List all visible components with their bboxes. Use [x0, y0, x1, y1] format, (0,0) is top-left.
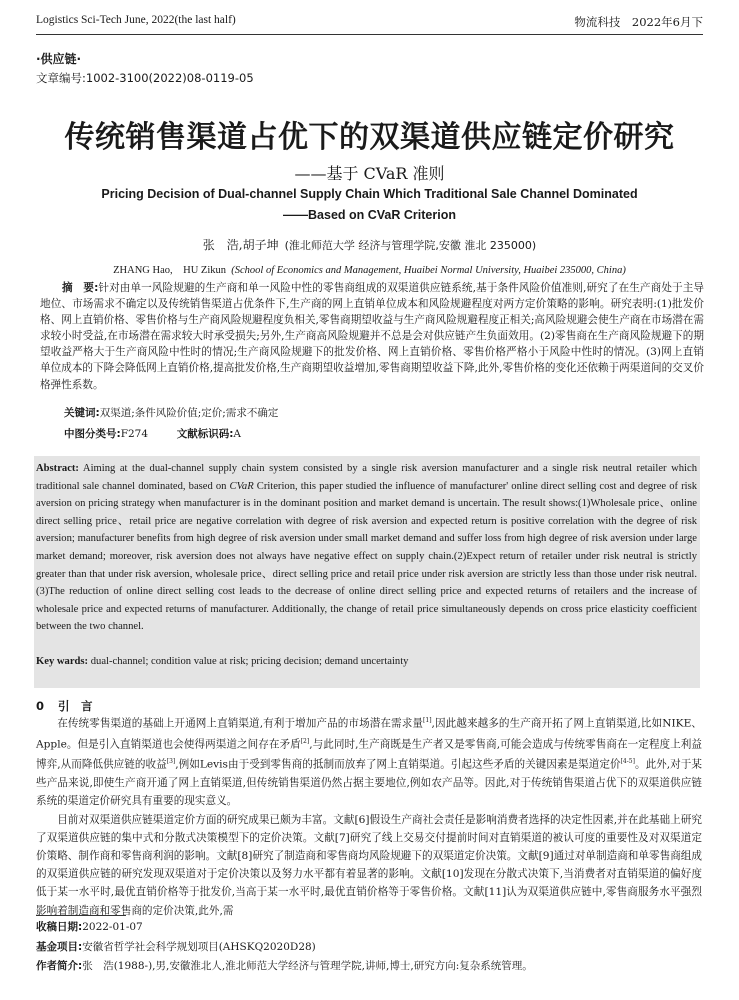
keywords-cn-text: 双渠道;条件风险价值;定价;需求不确定 [99, 407, 279, 419]
abstract-cn-label: 摘 要: [62, 282, 99, 294]
fund-label: 基金项目: [36, 940, 83, 953]
abstract-en-text-1: Aiming at the dual-channel supply chain system consisted by a single risk aversion manufacturer and a single risk neutral retailer which traditional sale channel dominated, based on [36, 463, 697, 492]
abstract-cn-text: 针对由单一风险规避的生产商和单一风险中性的零售商组成的双渠道供应链系统,基于条件风险价值准则,研究了在生产商处于主导地位、市场需求不确定以及传统销售渠道占优条件下,生产商的网上直销单位成本和风险规避程度对两方定价策略的影响。研究表明:(1)批发价格、网上直销价格、零售价格与生产商风险规避程度负相关,零售商期望收益与生产商风险规避程度正相关;高风险规避会使生产商在市场潜在需求较小时受益,在市场潜在需求较大时承受损失;另外,生产商高风险规避并不总是会对供应链产生负面效用。(2)零售商在生产商风险规避下的期望收益严格大于生产商风险中性时的情况;生产商风险规避下的批发价格、网上直销价格、零售价格严格小于风险中性时的情况。(3)网上直销单位成本的下降会降低网上直销价格,提高批发价格,生产商期望收益增加,零售商期望收益下降,此外,零售价格的变化还依赖于两渠道间的交叉价格弹性系数。 [40, 282, 704, 391]
abstract-cn [40, 280, 704, 393]
received-value: 2022-01-07 [82, 921, 143, 933]
paper-title-en-line2: ——Based on CVaR Criterion [283, 208, 456, 222]
keywords-cn-label: 关键词: [64, 407, 100, 419]
footnote-fund [36, 938, 533, 958]
body-p1-c: ,与此同时,生产商既是生产者又是零售商,可能会造成与传统零售商在一定程度上利益博弈,从而降低供应链的收益 [36, 738, 702, 771]
keywords-en-label: Key wards: [36, 656, 89, 667]
paper-subtitle-cn: ——基于 CVaR 准则 [294, 164, 445, 183]
keywords-cn [64, 405, 278, 420]
journal-header-cn: 物流科技 2022年6月下 [574, 15, 703, 29]
abstract-en-label: Abstract: [36, 463, 79, 474]
article-number-label: 文章编号: [36, 71, 86, 85]
paper-title-cn: 传统销售渠道占优下的双渠道供应链定价研究 [64, 120, 675, 155]
body-text [36, 712, 702, 920]
body-p1-e: 。此外,对于某些产品来说,即使生产商开通了网上直销渠道,但传统销售渠道仍然占据主要地位,例如农产品等。因此,对于传统销售渠道占优下的双渠道供应链系统的渠道定价研究具有重要的现实意义。 [36, 759, 702, 808]
keywords-en-text: dual-channel; condition value at risk; pricing decision; demand uncertainty [90, 656, 409, 667]
citation: [1] [423, 717, 432, 724]
doc-code-label: 文献标识码: [176, 428, 234, 440]
citation: [2] [300, 737, 310, 745]
paper-title-en [0, 184, 739, 226]
article-number-value: 1002-3100(2022)08-0119-05 [85, 71, 254, 85]
author-bio-label: 作者简介: [36, 960, 83, 972]
affiliation-cn: (淮北师范大学 经济与管理学院,安徽 淮北 235000) [284, 239, 537, 252]
classification-line [64, 426, 241, 441]
footnote-divider [36, 915, 126, 916]
section-heading-title: 引 言 [58, 699, 93, 713]
body-paragraph-1 [36, 712, 702, 811]
section-label: ·供应链· [36, 52, 82, 66]
section-heading-number: 0 [36, 699, 45, 713]
author-bio-value: 张 浩(1988-),男,安徽淮北人,淮北师范大学经济与管理学院,讲师,博士,研究方向:复杂系统管理。 [82, 960, 533, 972]
clc-label: 中图分类号: [64, 428, 121, 440]
author-names-cn: 张 浩,胡子坤 [202, 238, 279, 252]
body-p1-b: ,因此越来越多的生产商开拓了网上直销渠道,比如NIKE、Apple。但是引入直销渠道也会使得两渠道之间存在矛盾 [36, 717, 702, 751]
citation: [3] [166, 758, 176, 766]
paper-title-en-line1: Pricing Decision of Dual-channel Supply Chain Which Traditional Sale Channel Dominated [101, 187, 638, 201]
abstract-en-cvar: CVaR [229, 480, 254, 492]
footnotes [36, 918, 533, 977]
affiliation-en: (School of Economics and Management, Huaibei Normal University, Huaibei 235000, China) [231, 265, 626, 276]
keywords-en [36, 656, 408, 667]
footnote-received [36, 918, 533, 938]
author-names-en: ZHANG Hao, HU Zikun [113, 265, 227, 276]
doc-code-value: A [233, 428, 242, 440]
body-p1-a: 在传统零售渠道的基础上开通网上直销渠道,有利于增加产品的市场潜在需求量 [57, 717, 424, 730]
abstract-en-text-2: Criterion, this paper studied the influence of manufacturer' online direct selling cost and degree of risk aversion on pricing strategy when manufacturer is in the dominant position and market demand is uncertain. The result shows:(1)Wholesale price、online direct selling price、retail price are negative correlation with degree of risk aversion and expected return is positive correlation with the degree of risk aversion; manufacturer benefits from high degree of risk aversion under small market demand and suffer loss from high degree of risk aversion under large market demand; moreover, risk aversion does not always have negative effect on supply chain.(2)Expect return of retailer under risk neutral is strictly greater than that under risk aversion, wholesale price、direct selling price and retail price under risk aversion are strictly less than those under risk neutral.(3)The reduction of online direct selling cost leads to the decrease of online direct selling price and expected returns of retailers and the increase of wholesale price and expected returns of manufacturer. Additionally, the change of retail price simultaneously depends on cross price elasticity coefficient between the two channel. [36, 480, 698, 633]
footnote-author [36, 957, 533, 977]
citation: [4-5] [620, 758, 635, 766]
authors-en [0, 262, 739, 277]
received-label: 收稿日期: [36, 921, 83, 933]
article-number [36, 70, 254, 86]
body-p1-d: ,例如Levis由于受到零售商的抵制而放弃了网上直销渠道。引起这些矛盾的关键因素是渠道定价 [175, 759, 621, 771]
fund-value: 安徽省哲学社会科学规划项目(AHSKQ2020D28) [82, 940, 316, 953]
authors-cn [0, 236, 739, 253]
body-paragraph-2: 目前对双渠道供应链渠道定价方面的研究成果已颇为丰富。文献[6]假设生产商社会责任是影响消费者选择的决定性因素,并在此基础上研究了双渠道供应链的集中式和分散式决策模型下的定价决策。文献[7]研究了线上交易交付提前时间对直销渠道的被认可度的重要性及对双渠道定价策略、制作商和零售商利润的影响。文献[8]研究了制造商和零售商均风险规避下的双渠道定价决策。文献[9]通过对单制造商和单零售商组成的双渠道供应链的研究发现双渠道对于定价决策以及努力水平都有着显著的影响。文献[10]发现在分散式决策下,当消费者对直销渠道的偏好度低于某一水平时,最优直销价格等于批发价,当高于某一水平时,最优直销价格等于零售价格。文献[11]认为双渠道供应链中,零售商服务水平强烈影响着制造商和零售商的定价决策,此外,需 [36, 813, 702, 917]
abstract-en [36, 460, 697, 636]
clc-value: F274 [120, 428, 149, 440]
journal-header-en: Logistics Sci-Tech June, 2022(the last half) [36, 14, 236, 26]
header-divider [36, 34, 703, 35]
